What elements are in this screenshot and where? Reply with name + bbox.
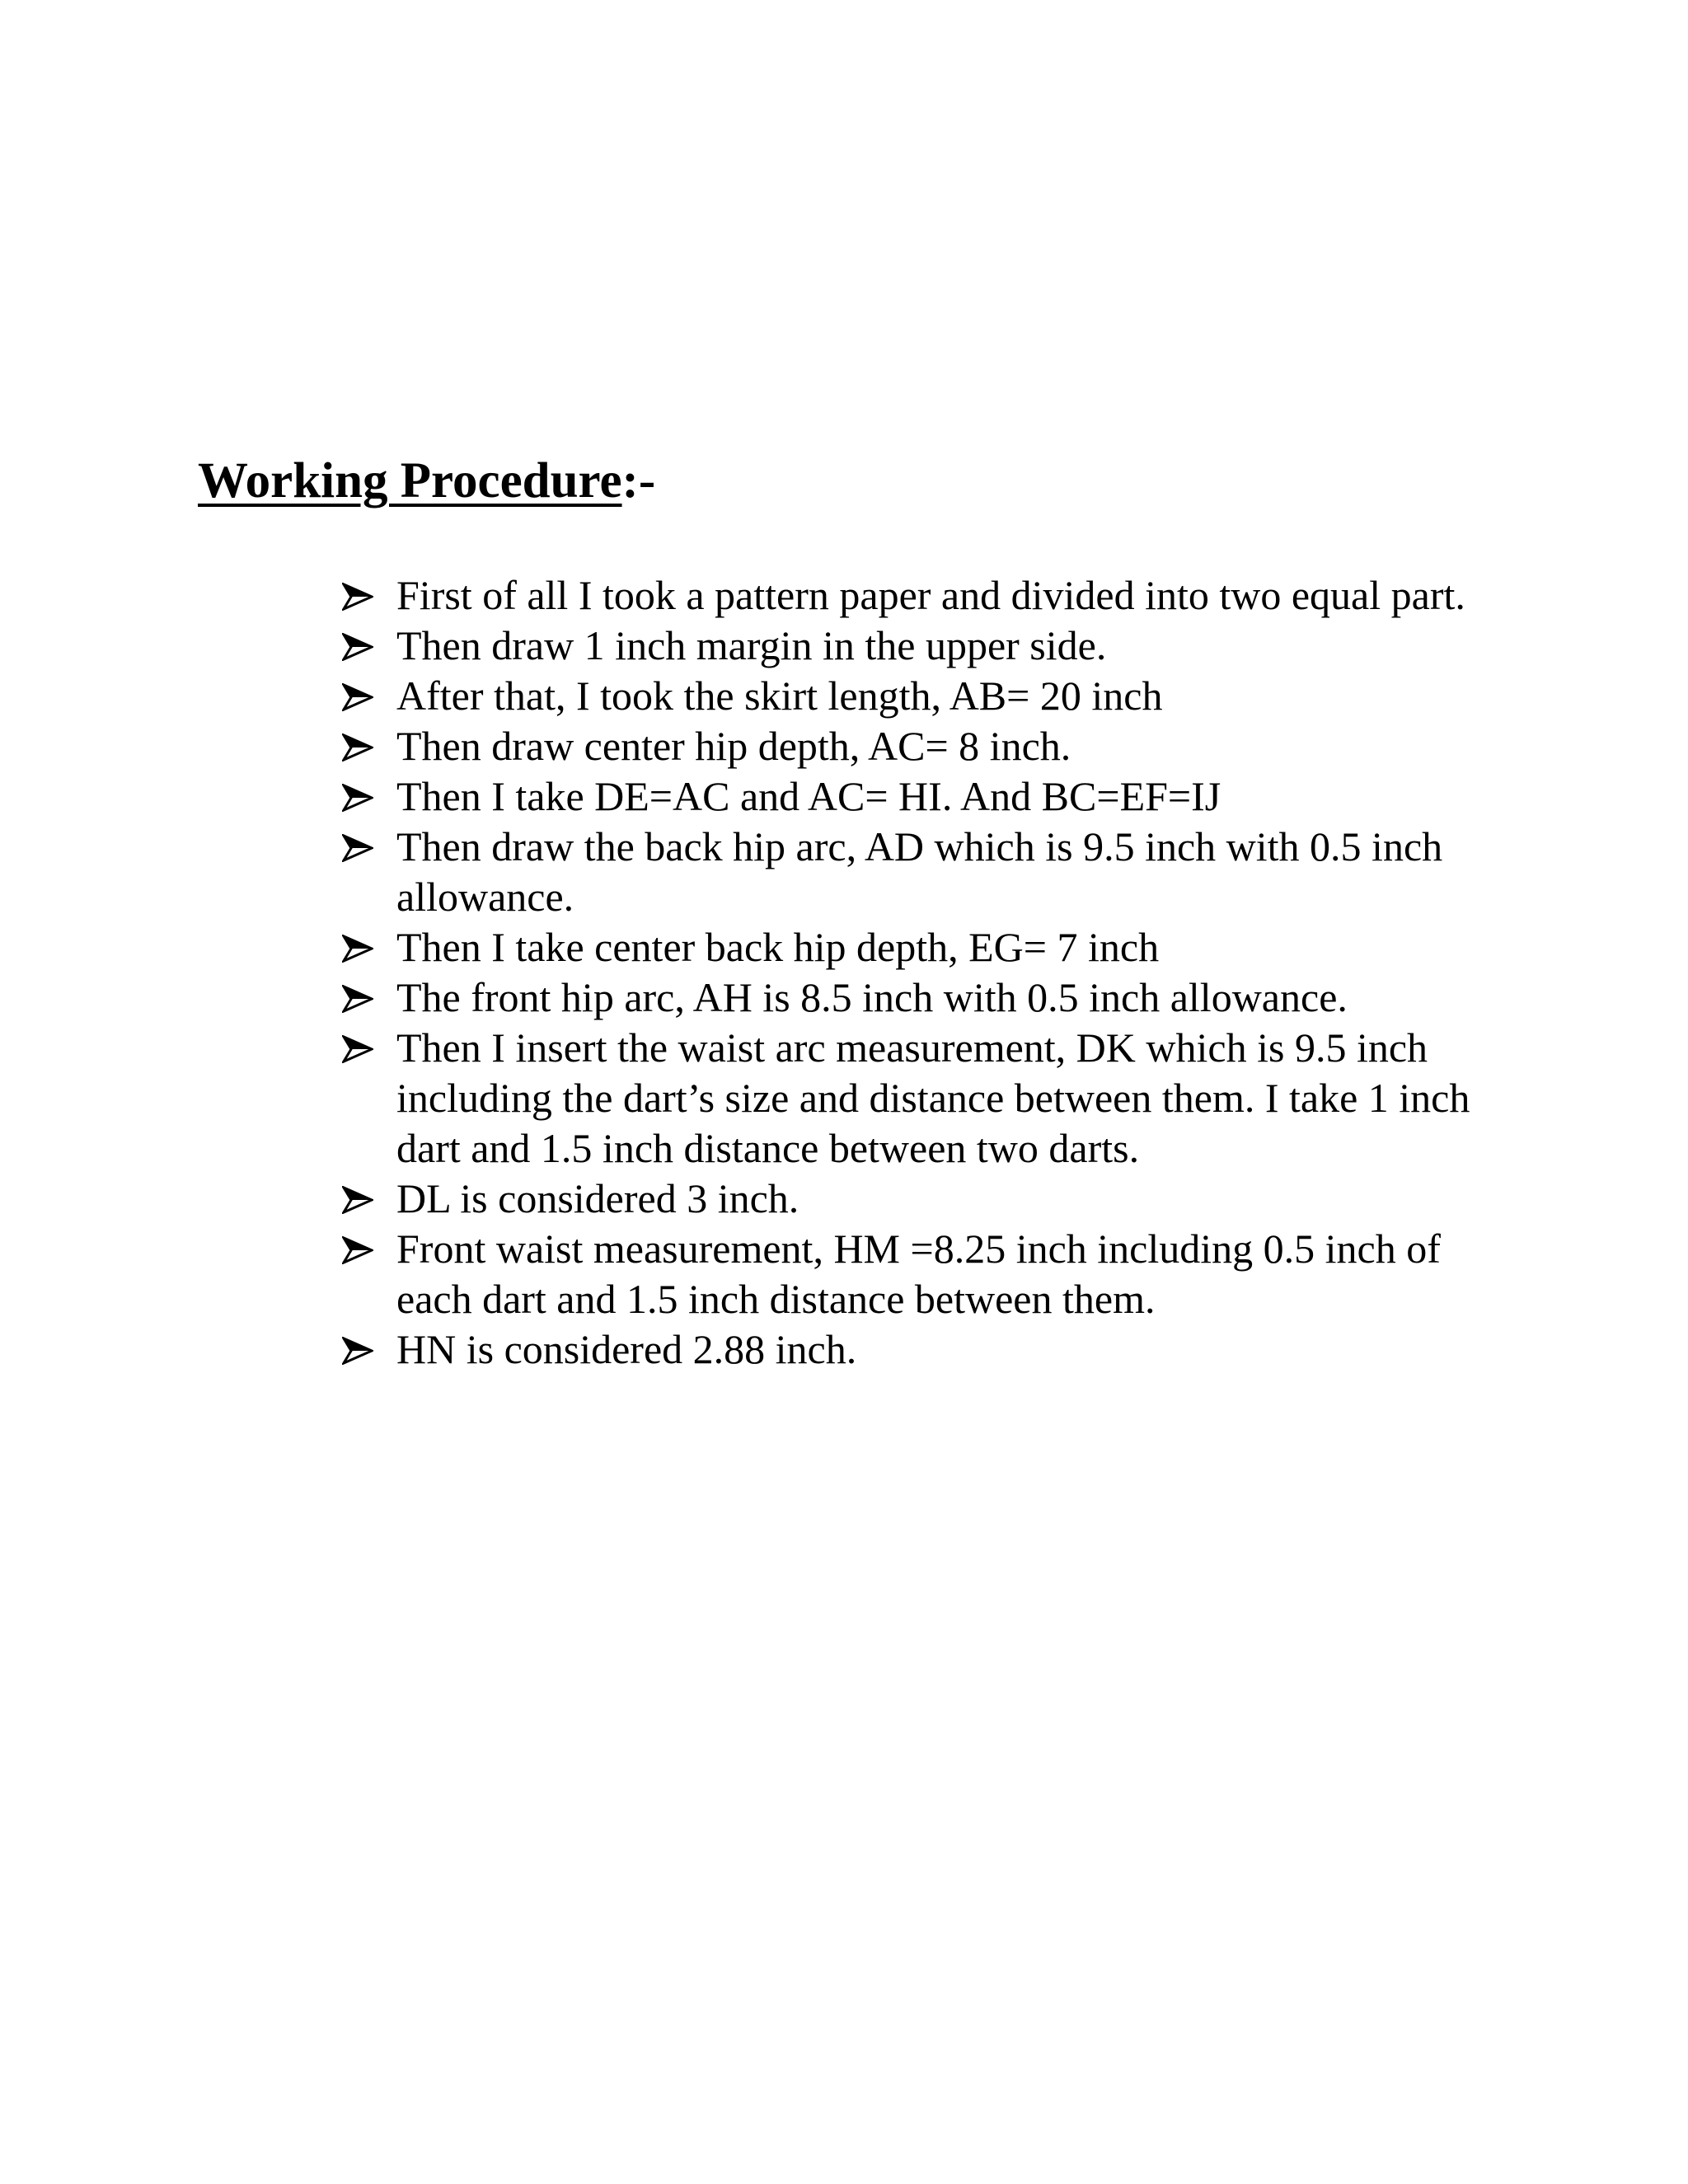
- arrowhead-bullet-icon: [342, 985, 373, 1013]
- list-item-text: First of all I took a pattern paper and divided into two equal part.: [396, 572, 1465, 618]
- list-item-text: Then I take center back hip depth, EG= 7 inch: [396, 924, 1160, 970]
- list-item: [342, 822, 1479, 922]
- arrowhead-bullet-icon: [342, 1337, 373, 1365]
- page-title: [198, 452, 655, 511]
- list-item-text: Front waist measurement, HM =8.25 inch including 0.5 inch of each dart and 1.5 inch distance between them.: [396, 1226, 1441, 1322]
- list-item: [342, 771, 1479, 822]
- arrowhead-bullet-icon: [342, 1236, 373, 1264]
- arrowhead-bullet-icon: [342, 733, 373, 762]
- list-item: [342, 1023, 1479, 1174]
- list-item: [342, 1324, 1479, 1375]
- list-item-text: Then I insert the waist arc measurement, DK which is 9.5 inch including the dart’s size and distance between them. I take 1 inch dart and 1.5 inch distance between two darts.: [396, 1024, 1470, 1171]
- list-item: [342, 922, 1479, 972]
- list-item-text: HN is considered 2.88 inch.: [396, 1326, 857, 1372]
- list-item-text: DL is considered 3 inch.: [396, 1175, 799, 1221]
- arrowhead-bullet-icon: [342, 784, 373, 812]
- list-item-text: Then I take DE=AC and AC= HI. And BC=EF=IJ: [396, 773, 1221, 819]
- arrowhead-bullet-icon: [342, 1035, 373, 1063]
- arrowhead-bullet-icon: [342, 834, 373, 862]
- list-item: [342, 972, 1479, 1023]
- arrowhead-bullet-icon: [342, 935, 373, 963]
- arrowhead-bullet-icon: [342, 633, 373, 661]
- list-item-text: Then draw the back hip arc, AD which is 9.5 inch with 0.5 inch allowance.: [396, 823, 1443, 920]
- arrowhead-bullet-icon: [342, 583, 373, 611]
- list-item-text: The front hip arc, AH is 8.5 inch with 0.5 inch allowance.: [396, 974, 1348, 1020]
- arrowhead-bullet-icon: [342, 1186, 373, 1214]
- list-item: [342, 721, 1479, 771]
- page-title-suffix: :-: [621, 453, 656, 509]
- list-item: [342, 1174, 1479, 1224]
- page-title-text: Working Procedure: [198, 453, 622, 509]
- list-item-text: Then draw 1 inch margin in the upper side.: [396, 622, 1107, 668]
- list-item: [342, 671, 1479, 721]
- list-item: [342, 570, 1479, 621]
- arrowhead-bullet-icon: [342, 683, 373, 711]
- list-item: [342, 621, 1479, 671]
- list-item-text: After that, I took the skirt length, AB= 20 inch: [396, 673, 1163, 719]
- list-item: [342, 1224, 1479, 1324]
- list-item-text: Then draw center hip depth, AC= 8 inch.: [396, 723, 1071, 769]
- procedure-list: [342, 570, 1479, 1375]
